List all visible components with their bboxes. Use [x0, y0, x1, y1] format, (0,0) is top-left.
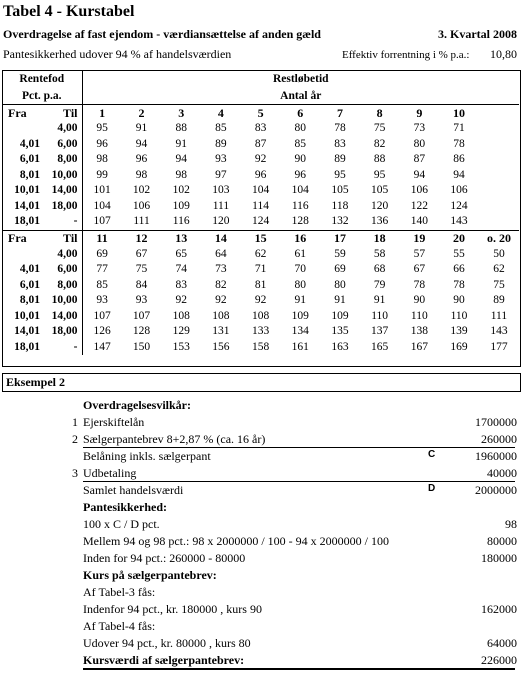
antal-label: Antal år: [280, 89, 322, 102]
rate-cell: 106: [132, 199, 151, 212]
rate-from: 14,01: [14, 325, 40, 338]
rate-cell: 104: [291, 184, 309, 197]
table-row: [2, 247, 519, 263]
rate-cell: 105: [331, 184, 349, 197]
rate-cell: 102: [132, 184, 151, 197]
rate-cell: 58: [373, 247, 386, 260]
year-header: 5: [241, 105, 281, 122]
rate-from: 6,01: [19, 153, 40, 166]
year-header: 15: [241, 230, 281, 247]
rate-cell: 128: [280, 214, 320, 230]
quarter-label: 3. Kvartal 2008: [438, 27, 517, 41]
rate-cell: 82: [215, 278, 227, 291]
rate-cell: 150: [132, 340, 151, 353]
example-line: [0, 636, 521, 653]
rate-to: 14,00: [42, 183, 82, 199]
example-title: Eksempel 2: [6, 375, 66, 389]
year-header: 1: [82, 105, 122, 122]
year-header: 18: [360, 230, 400, 247]
line-number: 1: [72, 415, 78, 429]
table-header-row: [2, 70, 519, 87]
rate-cell: 96: [254, 168, 267, 181]
example-header-box: [2, 373, 521, 392]
rate-cell: 66: [453, 263, 465, 276]
rate-cell: 129: [172, 325, 190, 338]
table-row: [2, 293, 519, 309]
year-header: 20: [439, 230, 479, 247]
rate-cell: 126: [93, 325, 111, 338]
rate-cell: 111: [122, 214, 162, 230]
line-value: 2000000: [475, 483, 517, 497]
rate-cell: 118: [331, 199, 349, 212]
rate-cell: 67: [413, 263, 426, 276]
page-title: Tabel 4 - Kurstabel: [3, 3, 135, 20]
line-number: 3: [72, 466, 78, 480]
rate-cell: 62: [254, 247, 267, 260]
rate-cell: 94: [175, 153, 187, 166]
rate-cell: 116: [291, 199, 309, 212]
fra-header: Fra: [2, 105, 42, 122]
year-header: 8: [360, 105, 400, 122]
rate-cell: 124: [450, 199, 468, 212]
rate-cell: 114: [252, 199, 269, 212]
line-value: 1700000: [475, 415, 517, 429]
rate-table: [2, 70, 519, 355]
rate-cell: 80: [294, 122, 307, 135]
rate-cell: 83: [334, 137, 346, 150]
rate-cell: 122: [410, 199, 428, 212]
line-marker: D: [428, 483, 436, 494]
rate-cell: 104: [93, 199, 111, 212]
rate-from: 4,01: [19, 137, 40, 150]
example-line: [0, 551, 521, 568]
rate-cell: 132: [320, 214, 360, 230]
line-value: 98: [505, 517, 517, 531]
rate-to: 10,00: [42, 293, 82, 309]
rate-cell: 91: [294, 294, 307, 307]
rate-cell: 74: [175, 263, 187, 276]
line-label: Overdragelsesvilkår:: [83, 398, 191, 412]
table-row: [2, 168, 519, 184]
rate-cell: 78: [453, 137, 465, 150]
rate-cell: 107: [93, 309, 111, 322]
rate-cell: 83: [175, 278, 187, 291]
line-label: 100 x C / D pct.: [83, 517, 160, 531]
table-header-row: [2, 87, 519, 105]
rate-from: 18,01: [14, 340, 40, 353]
rate-cell: 79: [373, 278, 386, 291]
year-header: o. 20: [479, 230, 519, 247]
rate-cell: 75: [135, 263, 148, 276]
rate-cell: 133: [251, 325, 270, 338]
line-value: 40000: [487, 466, 517, 480]
example-line: [0, 500, 521, 517]
line-label: Udover 94 pct., kr. 80000 , kurs 80: [83, 636, 251, 650]
rate-to: 14,00: [42, 309, 82, 325]
rate-cell: 92: [215, 294, 227, 307]
year-header: 2: [122, 105, 162, 122]
security-line: Pantesikkerhed udover 94 % af handelsværdien: [3, 47, 232, 61]
rate-from: 10,01: [14, 184, 40, 197]
rate-cell: 89: [334, 153, 346, 166]
rate-cell: 92: [254, 294, 267, 307]
rate-to: 18,00: [42, 199, 82, 215]
rate-cell: 69: [334, 263, 346, 276]
til-header: Til: [42, 230, 82, 247]
rate-cell: 106: [410, 184, 428, 197]
line-value: 1960000: [475, 449, 517, 463]
year-header: 3: [161, 105, 201, 122]
rate-cell: 94: [413, 168, 426, 181]
rate-cell: 71: [453, 122, 465, 135]
rate-cell: 87: [413, 153, 426, 166]
rate-from: 10,01: [14, 309, 40, 322]
rate-cell: 108: [251, 309, 270, 322]
rate-cell: [479, 121, 519, 137]
rate-cell: 64: [215, 247, 227, 260]
line-value: 180000: [481, 551, 517, 565]
line-label: Af Tabel-4 fås:: [83, 619, 156, 633]
rate-cell: 70: [294, 263, 307, 276]
rate-cell: 98: [96, 153, 108, 166]
til-header: Til: [42, 105, 82, 122]
rate-cell: 107: [82, 214, 122, 230]
rate-cell: 124: [241, 214, 281, 230]
example-line: [0, 534, 521, 551]
line-number: 2: [72, 432, 78, 446]
table-row: [2, 214, 519, 230]
total-underline: [83, 669, 515, 670]
rate-cell: 161: [291, 340, 309, 353]
rate-cell: 110: [371, 309, 389, 322]
rate-cell: 147: [93, 340, 111, 353]
table-row: [2, 199, 519, 215]
rate-cell: 80: [294, 278, 307, 291]
rate-cell: 88: [175, 122, 187, 135]
rate-cell: 94: [453, 168, 465, 181]
example-line: [0, 449, 521, 466]
line-label: Mellem 94 og 98 pct.: 98 x 2000000 / 100 - 94 x 2000000 / 100: [83, 534, 389, 548]
line-value: 80000: [487, 534, 517, 548]
table-row: [2, 262, 519, 278]
table-row: [2, 121, 519, 137]
line-label: Indenfor 94 pct., kr. 180000 , kurs 90: [83, 602, 262, 616]
example-line: [0, 568, 521, 585]
line-label: Pantesikkerhed:: [83, 500, 167, 514]
rate-from: [2, 247, 42, 263]
year-header: 12: [122, 230, 162, 247]
rate-cell: 87: [254, 137, 267, 150]
rate-cell: 93: [215, 153, 227, 166]
table-subtitle: Overdragelse af fast ejendom - værdiansættelse af anden gæld: [3, 27, 321, 41]
rate-cell: 78: [413, 278, 426, 291]
rate-cell: 82: [373, 137, 386, 150]
rate-cell: 92: [175, 294, 187, 307]
example-line: [0, 398, 521, 415]
rentefod-label: Rentefod: [2, 70, 82, 87]
rate-cell: 69: [96, 247, 108, 260]
rate-cell: 59: [334, 247, 346, 260]
rate-cell: 77: [96, 263, 108, 276]
rate-cell: 90: [453, 294, 465, 307]
table-row: [2, 183, 519, 199]
year-header: 6: [280, 105, 320, 122]
rate-cell: 103: [212, 184, 230, 197]
rate-cell: 167: [410, 340, 428, 353]
rate-cell: 84: [135, 278, 148, 291]
rate-cell: 94: [135, 137, 148, 150]
year-header: 14: [201, 230, 241, 247]
year-header: 7: [320, 105, 360, 122]
rate-cell: 143: [439, 214, 479, 230]
rate-cell: 90: [413, 294, 426, 307]
rate-from: 14,01: [14, 199, 40, 212]
rate-to: -: [42, 214, 82, 230]
line-value: 162000: [481, 602, 517, 616]
table-row: [2, 137, 519, 153]
rate-cell: 68: [373, 263, 386, 276]
rate-cell: 73: [215, 263, 227, 276]
rate-cell: 177: [490, 340, 508, 353]
rate-cell: 98: [135, 168, 148, 181]
rate-cell: 73: [413, 122, 426, 135]
rate-cell: 95: [373, 168, 386, 181]
rate-cell: 105: [371, 184, 389, 197]
rate-cell: 86: [453, 153, 465, 166]
rate-cell: 169: [450, 340, 468, 353]
rate-cell: 156: [212, 340, 230, 353]
year-header: 17: [320, 230, 360, 247]
rate-cell: 139: [450, 325, 468, 338]
rate-table-body: [2, 70, 519, 355]
pct-label: Pct. p.a.: [2, 87, 82, 105]
rate-cell: 91: [334, 294, 346, 307]
line-label: Kurs på sælgerpantebrev:: [83, 568, 217, 582]
rate-cell: 107: [132, 309, 151, 322]
restlobetid-label: Restløbetid: [272, 72, 329, 85]
year-header: 19: [400, 230, 440, 247]
rate-cell: 57: [413, 247, 426, 260]
rate-cell: 91: [175, 137, 187, 150]
rate-cell: [479, 214, 519, 230]
year-header: 13: [161, 230, 201, 247]
rate-cell: 104: [251, 184, 270, 197]
table-row: [2, 324, 519, 340]
rate-from: 8,01: [19, 294, 40, 307]
example-line: [0, 619, 521, 636]
rate-cell: 88: [373, 153, 386, 166]
rate-cell: 65: [175, 247, 187, 260]
rate-to: 4,00: [42, 121, 82, 137]
table-row: [2, 152, 519, 168]
rate-cell: 108: [212, 309, 230, 322]
rate-cell: 111: [490, 309, 508, 322]
line-value: 260000: [481, 432, 517, 446]
rate-cell: [479, 152, 519, 168]
rate-cell: 120: [201, 214, 241, 230]
rate-to: 18,00: [42, 324, 82, 340]
rate-cell: 92: [254, 153, 267, 166]
rate-cell: 109: [331, 309, 349, 322]
rate-cell: 67: [135, 247, 148, 260]
fra-header: Fra: [2, 230, 42, 247]
line-label: Ejerskiftelån: [83, 415, 145, 429]
rate-cell: 158: [251, 340, 270, 353]
rate-cell: [479, 183, 519, 199]
rate-from: 18,01: [2, 214, 42, 230]
rate-cell: 75: [373, 122, 386, 135]
rate-cell: 93: [135, 294, 148, 307]
rate-cell: 131: [212, 325, 230, 338]
year-header: 9: [400, 105, 440, 122]
rate-cell: 153: [172, 340, 190, 353]
rate-cell: 95: [334, 168, 346, 181]
rate-cell: 62: [493, 263, 505, 276]
rate-cell: 97: [215, 168, 227, 181]
rate-cell: 101: [93, 184, 111, 197]
rate-cell: [479, 168, 519, 184]
rate-cell: 110: [450, 309, 468, 322]
rate-cell: 140: [400, 214, 440, 230]
year-header: 16: [280, 230, 320, 247]
line-label: Af Tabel-3 fås:: [83, 585, 156, 599]
rate-cell: [479, 137, 519, 153]
rate-cell: 85: [96, 278, 108, 291]
table-row: [2, 278, 519, 294]
rate-cell: 75: [493, 278, 505, 291]
column-header-row: [2, 230, 519, 247]
rate-cell: 83: [254, 122, 267, 135]
rate-cell: 96: [96, 137, 108, 150]
rate-label: Effektiv forrentning i % p.a.:: [342, 49, 470, 61]
rate-cell: 120: [371, 199, 389, 212]
example-line: [0, 415, 521, 432]
rate-to: 4,00: [42, 247, 82, 263]
rate-cell: 96: [135, 153, 148, 166]
rate-value: 10,80: [490, 47, 517, 61]
line-value: 226000: [481, 653, 517, 667]
rate-cell: 71: [254, 263, 267, 276]
rate-cell: 85: [215, 122, 227, 135]
rate-cell: 61: [294, 247, 307, 260]
line-label: Kursværdi af sælgerpantebrev:: [83, 653, 245, 667]
year-header: 11: [82, 230, 122, 247]
rate-to: 8,00: [42, 152, 82, 168]
rate-to: -: [42, 340, 82, 356]
table-row: [2, 309, 519, 325]
rate-cell: [479, 199, 519, 215]
year-header: 4: [201, 105, 241, 122]
example-line: [0, 483, 521, 500]
rate-cell: 102: [172, 184, 190, 197]
rate-cell: 93: [96, 294, 108, 307]
rate-cell: 91: [373, 294, 386, 307]
rate-cell: 108: [172, 309, 190, 322]
rate-from: 6,01: [19, 278, 40, 291]
line-marker: C: [428, 449, 436, 460]
sum-line: [83, 481, 515, 482]
rate-cell: 55: [453, 247, 465, 260]
rate-from: 8,01: [19, 168, 40, 181]
line-label: Udbetaling: [83, 466, 137, 480]
rate-cell: 91: [135, 122, 148, 135]
rate-cell: 50: [493, 247, 505, 260]
rate-from: 4,01: [19, 263, 40, 276]
rate-to: 6,00: [42, 137, 82, 153]
rate-cell: 136: [360, 214, 400, 230]
sum-line: [83, 447, 515, 448]
rate-cell: 106: [450, 184, 468, 197]
line-label: Samlet handelsværdi: [83, 483, 184, 497]
rate-cell: 95: [96, 122, 108, 135]
rate-cell: 90: [294, 153, 307, 166]
rate-cell: 109: [172, 199, 190, 212]
rate-to: 10,00: [42, 168, 82, 184]
year-header: 10: [439, 105, 479, 122]
line-label: Inden for 94 pct.: 260000 - 80000: [83, 551, 246, 565]
example-line: [0, 517, 521, 534]
line-label: Sælgerpantebrev 8+2,87 % (ca. 16 år): [83, 432, 266, 446]
rate-cell: 96: [294, 168, 307, 181]
line-label: Belåning inkls. sælgerpant: [83, 449, 211, 463]
rate-cell: 165: [371, 340, 389, 353]
year-header: [479, 105, 519, 122]
rate-cell: 98: [175, 168, 187, 181]
rate-cell: 135: [331, 325, 349, 338]
rate-cell: 116: [161, 214, 201, 230]
rate-to: 6,00: [42, 262, 82, 278]
rate-from: [2, 121, 42, 137]
rate-cell: 78: [453, 278, 465, 291]
rate-cell: 80: [334, 278, 346, 291]
rate-cell: 134: [291, 325, 309, 338]
column-header-row: [2, 105, 519, 122]
rate-cell: 89: [493, 294, 505, 307]
rate-cell: 111: [212, 199, 230, 212]
rate-cell: 109: [291, 309, 309, 322]
rate-to: 8,00: [42, 278, 82, 294]
rate-cell: 128: [132, 325, 151, 338]
rate-cell: 99: [96, 168, 108, 181]
line-value: 64000: [487, 636, 517, 650]
rate-cell: 81: [254, 278, 267, 291]
rate-cell: 143: [490, 325, 508, 338]
rate-cell: 110: [410, 309, 428, 322]
rate-cell: 137: [371, 325, 389, 338]
example-line: [0, 585, 521, 602]
rate-cell: 89: [215, 137, 227, 150]
rate-cell: 138: [410, 325, 428, 338]
rate-cell: 85: [294, 137, 307, 150]
rate-cell: 78: [334, 122, 346, 135]
example-line: [0, 602, 521, 619]
rate-cell: 80: [413, 137, 426, 150]
rate-cell: 163: [331, 340, 349, 353]
table-row: [2, 340, 519, 356]
